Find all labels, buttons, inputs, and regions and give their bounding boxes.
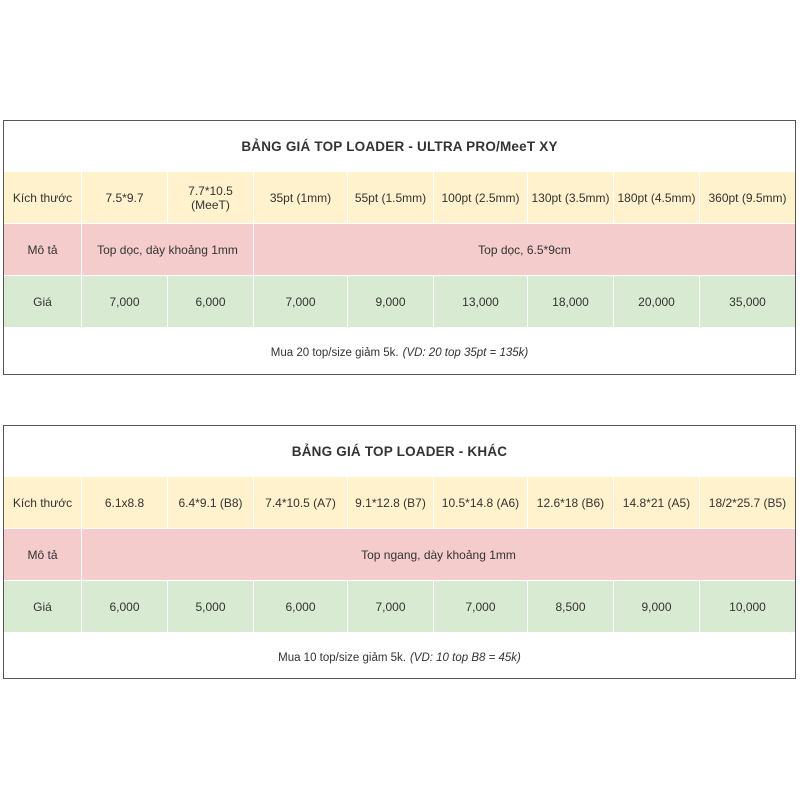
price-cell: 20,000 [614, 276, 700, 327]
price-cell: 7,000 [254, 276, 348, 327]
table-title: BẢNG GIÁ TOP LOADER - KHÁC [291, 444, 508, 459]
size-cell: 35pt (1mm) [254, 172, 348, 223]
price-cell: 10,000 [729, 599, 766, 614]
price-cell: 7,000 [82, 276, 168, 327]
discount-note [4, 328, 795, 378]
discount-note [4, 633, 795, 683]
price-cell: 8,500 [528, 581, 614, 632]
discount-note-text: Mua 20 top/size giảm 5k. [270, 347, 399, 359]
price-cell: 5,000 [168, 581, 254, 632]
description-row [4, 224, 795, 276]
size-label: Kích thước [4, 477, 82, 528]
size-cell: 7.4*10.5 (A7) [254, 477, 348, 528]
price-cell: 13,000 [434, 276, 528, 327]
price-cell: 7,000 [348, 581, 434, 632]
size-cell: 7.5*9.7 [82, 172, 168, 223]
size-cell: 10.5*14.8 (A6) [434, 477, 528, 528]
size-cell: 360pt (9.5mm) [708, 190, 787, 205]
price-cell: 7,000 [434, 581, 528, 632]
discount-note-example: (VD: 10 top B8 = 45k) [409, 652, 521, 664]
size-cell: 130pt (3.5mm) [528, 172, 614, 223]
description-label: Mô tả [4, 224, 82, 275]
description-cell: Top ngang, dày khoảng 1mm [361, 547, 516, 562]
description-cell: Top dọc, 6.5*9cm [478, 242, 571, 257]
size-cell: 9.1*12.8 (B7) [348, 477, 434, 528]
size-cell: 100pt (2.5mm) [434, 172, 528, 223]
discount-note-example: (VD: 20 top 35pt = 135k) [402, 347, 529, 359]
size-cell: 14.8*21 (A5) [614, 477, 700, 528]
table-title: BẢNG GIÁ TOP LOADER - ULTRA PRO/MeeT XY [241, 139, 558, 154]
size-cell: 180pt (4.5mm) [614, 172, 700, 223]
price-cell: 6,000 [168, 276, 254, 327]
description-label: Mô tả [4, 529, 82, 580]
price-cell: 9,000 [614, 581, 700, 632]
size-cell: 12.6*18 (B6) [528, 477, 614, 528]
size-row [4, 172, 795, 224]
price-cell: 18,000 [528, 276, 614, 327]
size-cell: 6.4*9.1 (B8) [168, 477, 254, 528]
price-row [4, 276, 795, 328]
size-label: Kích thước [4, 172, 82, 223]
price-cell: 35,000 [729, 294, 766, 309]
size-cell: 18/2*25.7 (B5) [708, 495, 787, 510]
price-table-ultra-pro [3, 120, 796, 375]
size-cell: 6.1x8.8 [82, 477, 168, 528]
price-cell: 6,000 [254, 581, 348, 632]
description-cell: Top dọc, dày khoảng 1mm [82, 224, 254, 275]
price-label: Giá [4, 581, 82, 632]
price-row [4, 581, 795, 633]
size-cell: 7.7*10.5 (MeeT) [168, 172, 254, 223]
price-table-other [3, 425, 796, 679]
size-row [4, 477, 795, 529]
discount-note-text: Mua 10 top/size giảm 5k. [278, 652, 406, 664]
size-cell: 55pt (1.5mm) [348, 172, 434, 223]
price-label: Giá [4, 276, 82, 327]
description-row [4, 529, 795, 581]
price-cell: 9,000 [348, 276, 434, 327]
price-cell: 6,000 [82, 581, 168, 632]
